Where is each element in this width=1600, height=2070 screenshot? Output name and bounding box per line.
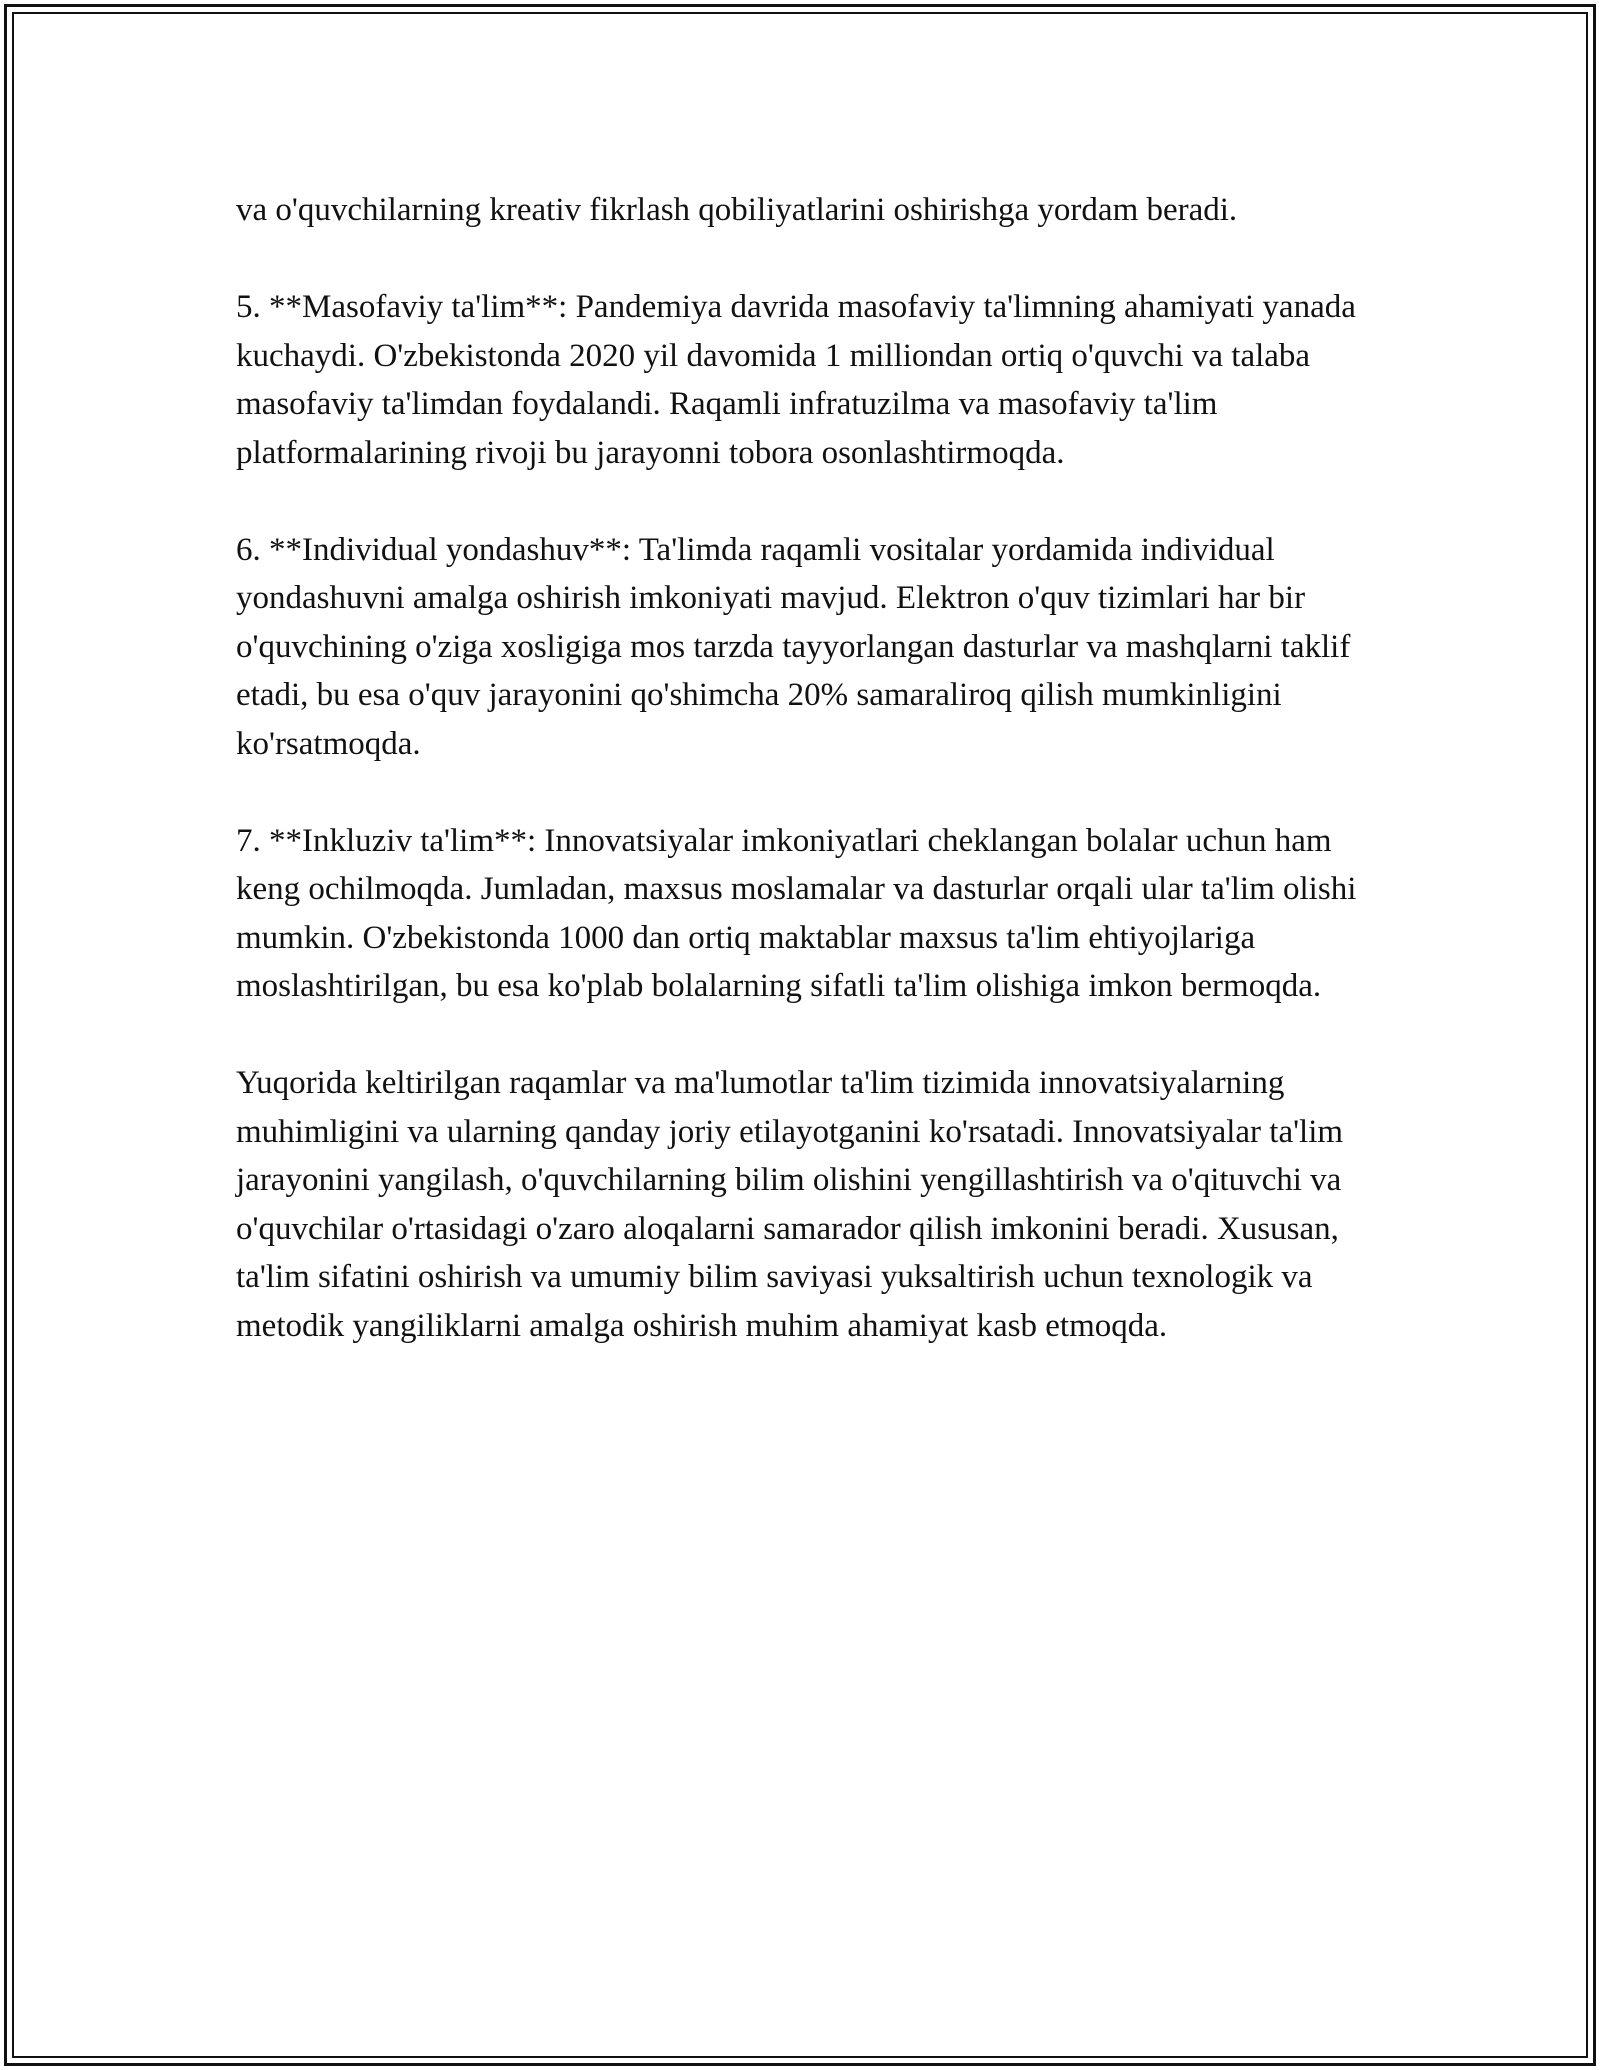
paragraph-conclusion: Yuqorida keltirilgan raqamlar va ma'lumotlar ta'lim tizimida innovatsiyalarning muhimligini va ularning qanday joriy etilayotganini ko'rsatadi. Innovatsiyalar ta'lim jarayonini yangilash, o'quvchilarning bilim olishini yengillashtirish va o'qituvchi va o'quvchilar o'rtasidagi o'zaro aloqalarni samarador qilish imkonini beradi. Xususan, ta'lim sifatini oshirish va umumiy bilim saviyasi yuksaltirish uchun texnologik va metodik yangiliklarni amalga oshirish muhim ahamiyat kasb etmoqda. [236,1065,1344,1344]
paragraph-individual-approach: 6. **Individual yondashuv**: Ta'limda raqamli vositalar yordamida individual yondashuvni amalga oshirish imkoniyati mavjud. Elektron o'quv tizimlari har bir o'quvchining o'ziga xosligiga mos tarzda tayyorlangan dasturlar va mashqlarni taklif etadi, bu esa o'quv jarayonini qo'shimcha 20% samaraliroq qilish mumkinligini ko'rsatmoqda. [236,531,1351,762]
paragraph-inclusive-education: 7. **Inkluziv ta'lim**: Innovatsiyalar imkoniyatlari cheklangan bolalar uchun ham keng ochilmoqda. Jumladan, maxsus moslamalar va dasturlar orqali ular ta'lim olishi mumkin. O'zbekistonda 1000 dan ortiq maktablar maxsus ta'lim ehtiyojlariga moslashtirilgan, bu esa ko'plab bolalarning sifatli ta'lim olishiga imkon bermoqda. [236,822,1357,1004]
paragraph-continuation: va o'quvchilarning kreativ fikrlash qobiliyatlarini oshirishga yordam beradi. [236,192,1238,228]
paragraph-distance-learning: 5. **Masofaviy ta'lim**: Pandemiya davrida masofaviy ta'limning ahamiyati yanada kuchaydi. O'zbekistonda 2020 yil davomida 1 milliondan ortiq o'quvchi va talaba masofaviy ta'limdan foydalandi. Raqamli infratuzilma va masofaviy ta'lim platformalarining rivoji bu jarayonni tobora osonlashtirmoqda. [236,289,1356,471]
document-body [236,186,1396,1399]
